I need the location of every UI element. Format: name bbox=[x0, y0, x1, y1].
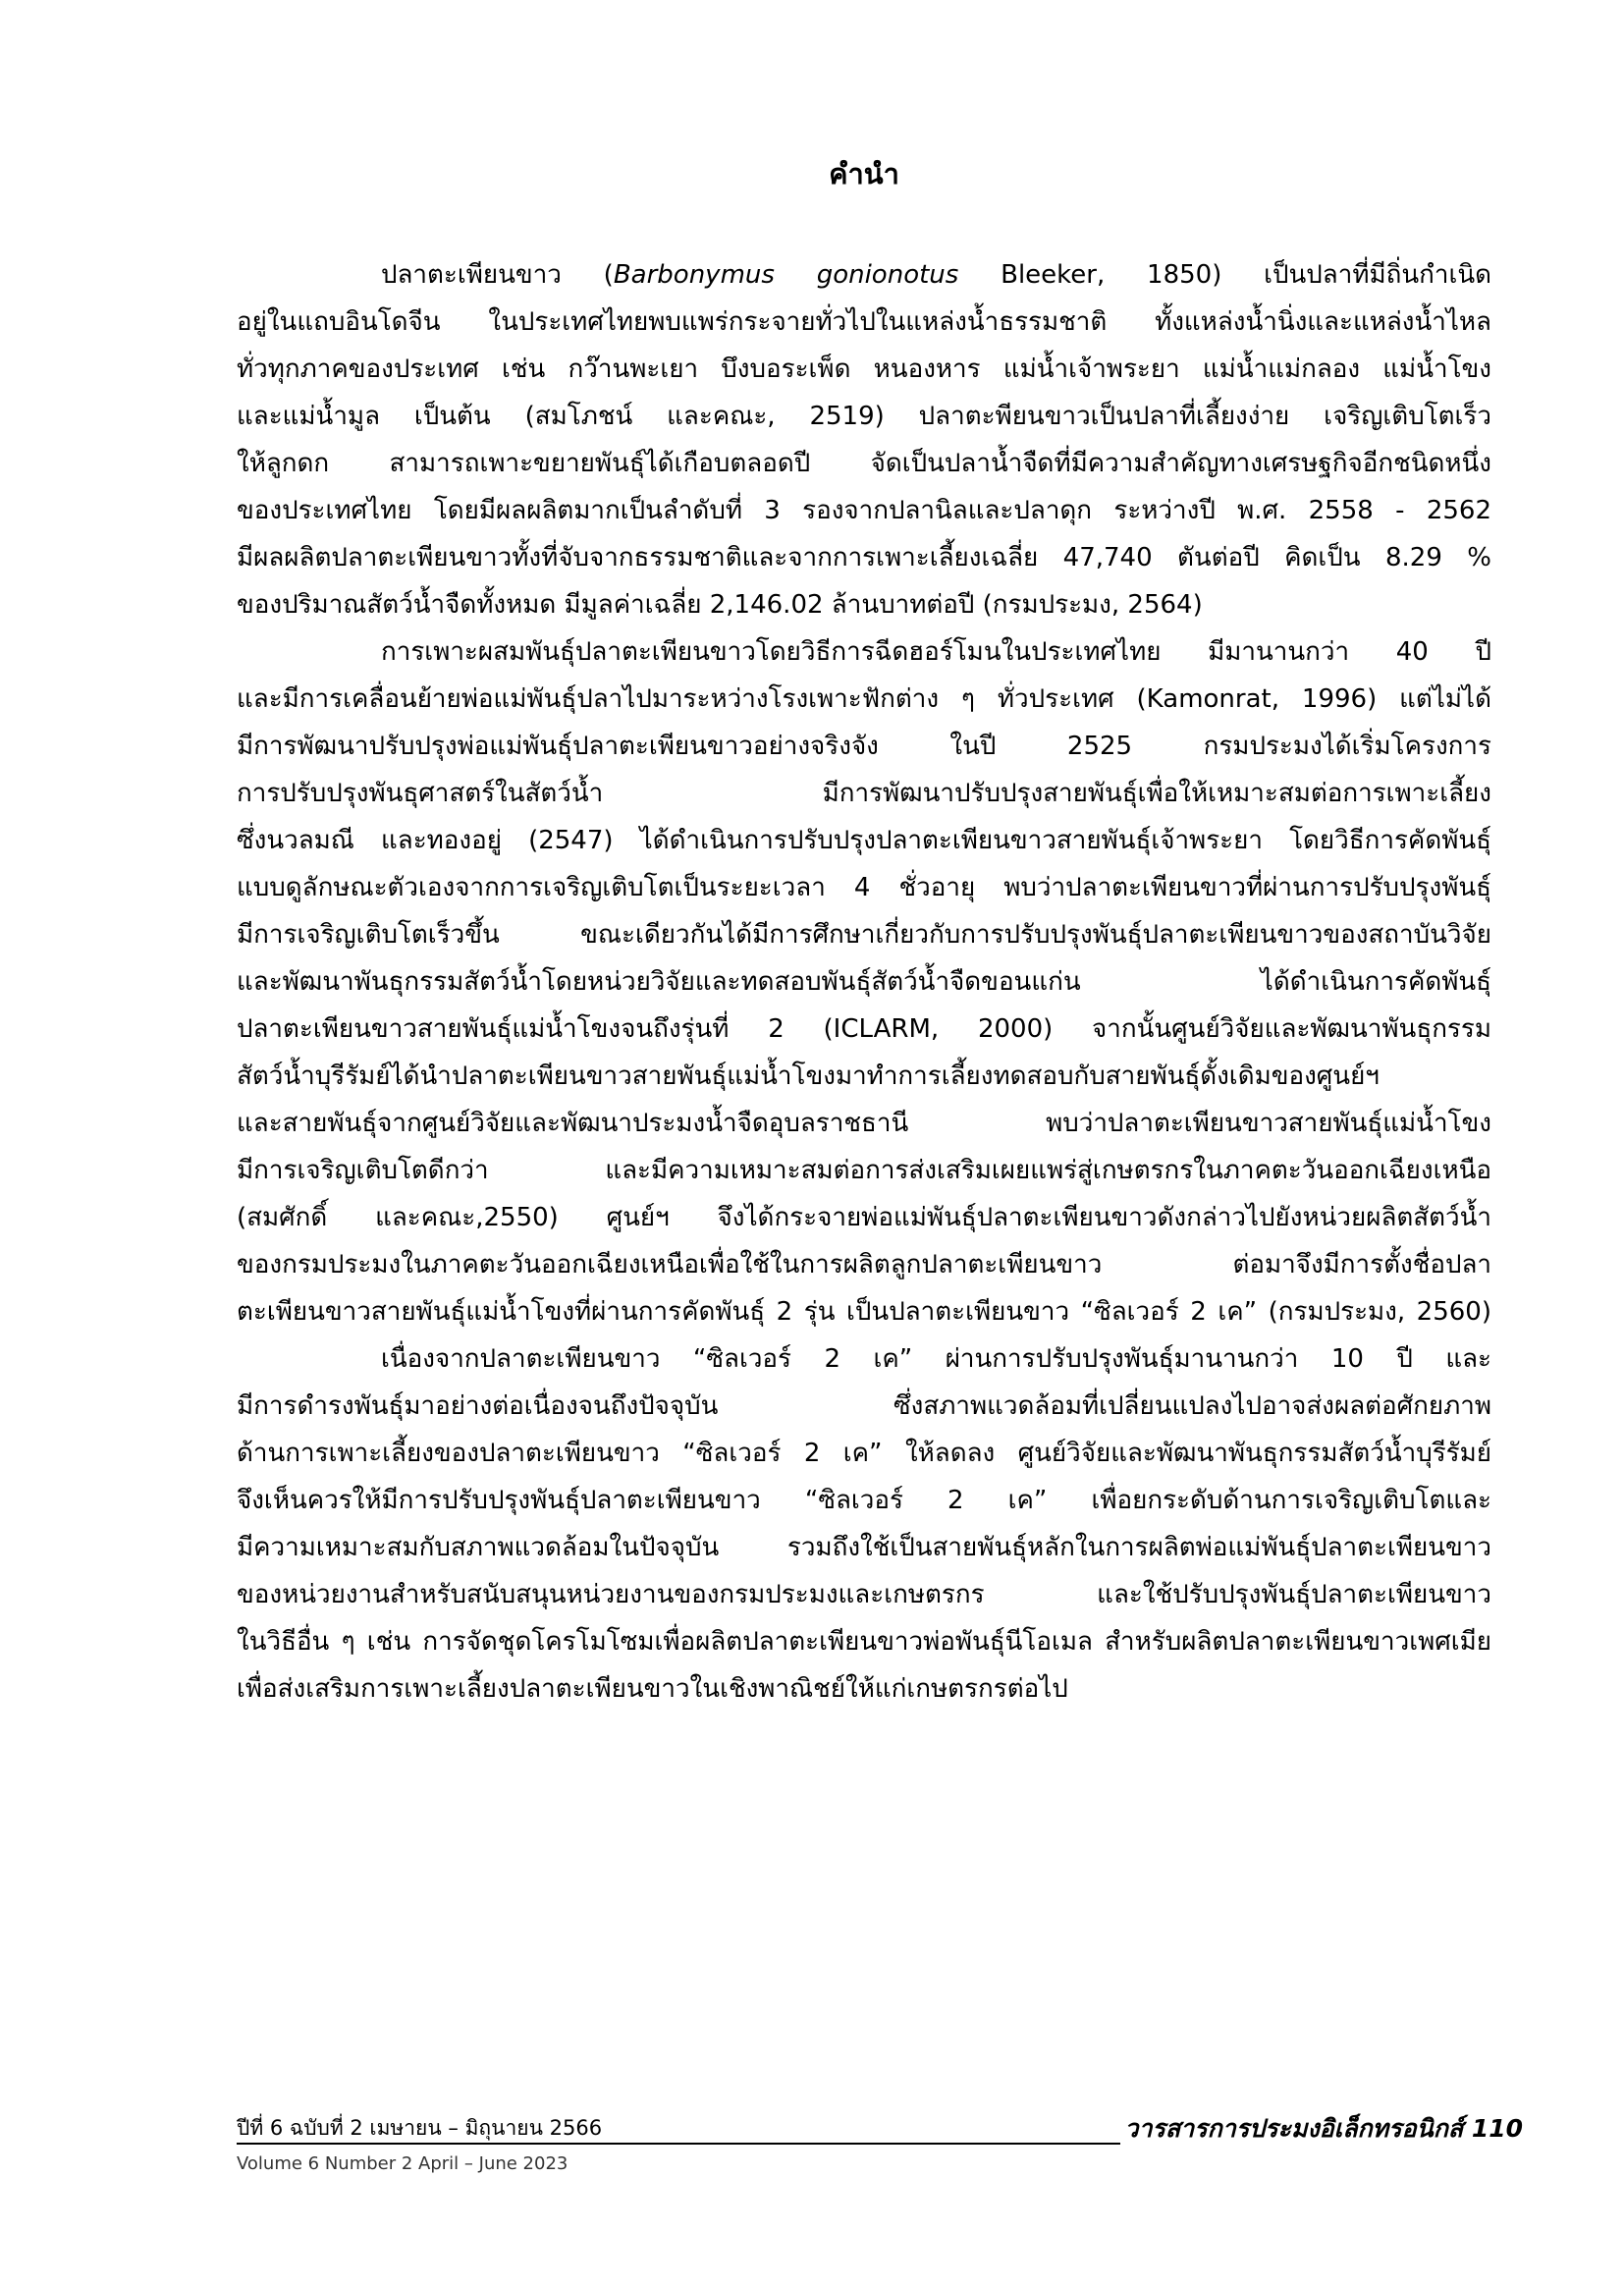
text-line: มีการดำรงพันธุ์มาอย่างต่อเนื่องจนถึงปัจจุบัน ซึ่งสภาพแวดล้อมที่เปลี่ยนแปลงไปอาจส่งผลต่อศักยภาพ bbox=[237, 1391, 1491, 1421]
text-line: จึงเห็นควรให้มีการปรับปรุงพันธุ์ปลาตะเพียนขาว “ซิลเวอร์ 2 เค” เพื่อยกระดับด้านการเจริญเติบโตและ bbox=[237, 1486, 1491, 1515]
article-body bbox=[237, 251, 1491, 1713]
text-line: มีการเจริญเติบโตดีกว่า และมีความเหมาะสมต่อการส่งเสริมเผยแพร่สู่เกษตรกรในภาคตะวันออกเฉียงเหนือ bbox=[237, 1156, 1491, 1185]
page-number: 110 bbox=[1471, 2114, 1523, 2143]
footer-row bbox=[237, 2113, 1523, 2145]
text-line bbox=[237, 251, 1491, 299]
journal-name: วารสารการประมงอิเล็กทรอนิกส์ bbox=[1124, 2114, 1464, 2143]
text-line: และพัฒนาพันธุกรรมสัตว์น้ำโดยหน่วยวิจัยและทดสอบพันธุ์สัตว์น้ำจืดขอนแก่น ได้ดำเนินการคัดพันธุ์ bbox=[237, 967, 1491, 997]
text-line: มีผลผลิตปลาตะเพียนขาวทั้งที่จับจากธรรมชาติและจากการเพาะเลี้ยงเฉลี่ย 47,740 ตันต่อปี คิดเป็น 8.29 % bbox=[237, 543, 1491, 572]
opening-text-continued: Bleeker, 1850) เป็นปลาที่มีถิ่นกำเนิด bbox=[958, 260, 1491, 290]
text-line: เนื่องจากปลาตะเพียนขาว “ซิลเวอร์ 2 เค” ผ่านการปรับปรุงพันธุ์มานานกว่า 10 ปี และ bbox=[381, 1344, 1491, 1374]
text-line: ซึ่งนวลมณี และทองอยู่ (2547) ได้ดำเนินการปรับปรุงปลาตะเพียนขาวสายพันธุ์เจ้าพระยา โดยวิธีการคัดพันธุ์ bbox=[237, 826, 1491, 855]
text-line: ของปริมาณสัตว์น้ำจืดทั้งหมด มีมูลค่าเฉลี่ย 2,146.02 ล้านบาทต่อปี (กรมประมง, 2564) bbox=[237, 590, 1203, 620]
text-line: ของหน่วยงานสำหรับสนับสนุนหน่วยงานของกรมประมงและเกษตรกร และใช้ปรับปรุงพันธุ์ปลาตะเพียนขาว bbox=[237, 1580, 1491, 1609]
text-line: สัตว์น้ำบุรีรัมย์ได้นำปลาตะเพียนขาวสายพันธุ์แม่น้ำโขงมาทำการเลี้ยงทดสอบกับสายพันธุ์ดั้งเดิมของศูนย์ฯ bbox=[237, 1061, 1380, 1091]
text-line: และแม่น้ำมูล เป็นต้น (สมโภชน์ และคณะ, 2519) ปลาตะพียนขาวเป็นปลาที่เลี้ยงง่าย เจริญเติบโตเร็ว bbox=[237, 402, 1491, 431]
issue-english: Volume 6 Number 2 April – June 2023 bbox=[237, 2153, 568, 2174]
section-heading: คำนำ bbox=[829, 157, 899, 190]
paragraph-2 bbox=[237, 628, 1491, 1335]
journal-title bbox=[1124, 2113, 1523, 2145]
text-line: และมีการเคลื่อนย้ายพ่อแม่พันธุ์ปลาไปมาระหว่างโรงเพาะฟักต่าง ๆ ทั่วประเทศ (Kamonrat, 1996) แต่ไม่ได้ bbox=[237, 684, 1491, 714]
text-line: ในวิธีอื่น ๆ เช่น การจัดชุดโครโมโซมเพื่อผลิตปลาตะเพียนขาวพ่อพันธุ์นีโอเมล สำหรับผลิตปลาตะเพียนขาวเพศเมีย bbox=[237, 1627, 1491, 1657]
text-line: การปรับปรุงพันธุศาสตร์ในสัตว์น้ำ มีการพัฒนาปรับปรุงสายพันธุ์เพื่อให้เหมาะสมต่อการเพาะเลี้ยง bbox=[237, 779, 1491, 808]
text-line: ด้านการเพาะเลี้ยงของปลาตะเพียนขาว “ซิลเวอร์ 2 เค” ให้ลดลง ศูนย์วิจัยและพัฒนาพันธุกรรมสัตว์น้ำบุรีรัมย์ bbox=[237, 1439, 1491, 1468]
paragraph-1 bbox=[237, 251, 1491, 628]
text-line: ทั่วทุกภาคของประเทศ เช่น กว๊านพะเยา บึงบอระเพ็ด หนองหาร แม่น้ำเจ้าพระยา แม่น้ำแม่กลอง แม่น้ำโขง bbox=[237, 354, 1491, 384]
issue-thai: ปีที่ 6 ฉบับที่ 2 เมษายน – มิถุนายน 2566 bbox=[237, 2116, 603, 2140]
paragraph-3 bbox=[237, 1335, 1491, 1713]
text-line: เพื่อส่งเสริมการเพาะเลี้ยงปลาตะเพียนขาวในเชิงพาณิชย์ให้แก่เกษตรกรต่อไป bbox=[237, 1674, 1068, 1704]
text-line: ให้ลูกดก สามารถเพาะขยายพันธุ์ได้เกือบตลอดปี จัดเป็นปลาน้ำจืดที่มีความสำคัญทางเศรษฐกิจอีกชนิดหนึ่ง bbox=[237, 449, 1491, 478]
text-line: อยู่ในแถบอินโดจีน ในประเทศไทยพบแพร่กระจายทั่วไปในแหล่งน้ำธรรมชาติ ทั้งแหล่งน้ำนิ่งและแหล่งน้ำไหล bbox=[237, 307, 1491, 337]
text-line: (สมศักดิ์ และคณะ,2550) ศูนย์ฯ จึงได้กระจายพ่อแม่พันธุ์ปลาตะเพียนขาวดังกล่าวไปยังหน่วยผลิตสัตว์น้ำ bbox=[237, 1203, 1491, 1232]
text-line: มีความเหมาะสมกับสภาพแวดล้อมในปัจจุบัน รวมถึงใช้เป็นสายพันธุ์หลักในการผลิตพ่อแม่พันธุ์ปลาตะเพียนขาว bbox=[237, 1533, 1491, 1562]
species-name: Barbonymus gonionotus bbox=[613, 260, 959, 290]
text-line: แบบดูลักษณะตัวเองจากการเจริญเติบโตเป็นระยะเวลา 4 ชั่วอายุ พบว่าปลาตะเพียนขาวที่ผ่านการปรับปรุงพันธุ์ bbox=[237, 873, 1491, 902]
text-line: มีการพัฒนาปรับปรุงพ่อแม่พันธุ์ปลาตะเพียนขาวอย่างจริงจัง ในปี 2525 กรมประมงได้เริ่มโครงการ bbox=[237, 732, 1491, 761]
text-line: ของประเทศไทย โดยมีผลผลิตมากเป็นลำดับที่ 3 รองจากปลานิลและปลาดุก ระหว่างปี พ.ศ. 2558 - 2562 bbox=[237, 496, 1491, 525]
opening-text: ปลาตะเพียนขาว ( bbox=[381, 260, 614, 290]
text-line: ตะเพียนขาวสายพันธุ์แม่น้ำโขงที่ผ่านการคัดพันธุ์ 2 รุ่น เป็นปลาตะเพียนขาว “ซิลเวอร์ 2 เค” (กรมประมง, 2560) bbox=[237, 1297, 1491, 1327]
text-line: และสายพันธุ์จากศูนย์วิจัยและพัฒนาประมงน้ำจืดอุบลราชธานี พบว่าปลาตะเพียนขาวสายพันธุ์แม่น้ำโขง bbox=[237, 1109, 1491, 1138]
text-line: ปลาตะเพียนขาวสายพันธุ์แม่น้ำโขงจนถึงรุ่นที่ 2 (ICLARM, 2000) จากนั้นศูนย์วิจัยและพัฒนาพันธุกรรม bbox=[237, 1014, 1491, 1044]
text-line: มีการเจริญเติบโตเร็วขึ้น ขณะเดียวกันได้มีการศึกษาเกี่ยวกับการปรับปรุงพันธุ์ปลาตะเพียนขาวของสถาบันวิจัย bbox=[237, 920, 1491, 950]
page-footer bbox=[237, 2113, 1523, 2176]
text-line: ของกรมประมงในภาคตะวันออกเฉียงเหนือเพื่อใช้ในการผลิตลูกปลาตะเพียนขาว ต่อมาจึงมีการตั้งชื่อปลา bbox=[237, 1250, 1491, 1279]
text-line: การเพาะผสมพันธุ์ปลาตะเพียนขาวโดยวิธีการฉีดฮอร์โมนในประเทศไทย มีมานานกว่า 40 ปี bbox=[381, 637, 1491, 667]
footer-rule bbox=[237, 2113, 1120, 2145]
